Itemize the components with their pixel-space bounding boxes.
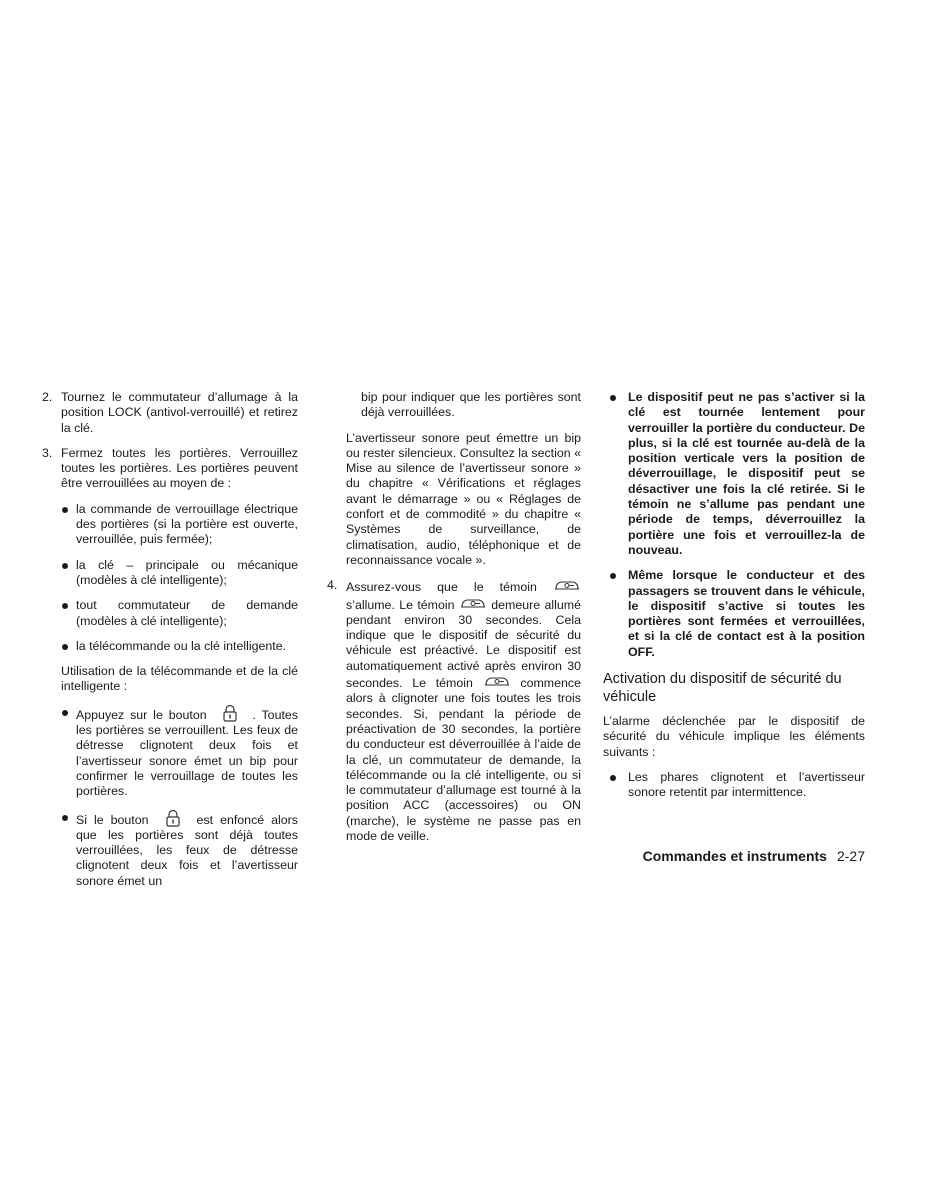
step-number: 4. xyxy=(327,578,338,593)
section-heading: Activation du dispositif de sécurité du véhicule xyxy=(603,671,842,706)
step-text: Tournez le commutateur d’allumage à la position LOCK (antivol-verrouillé) et retirez la clé. xyxy=(61,390,298,435)
remote-intro: Utilisation de la télécommande et de la clé intelligente : xyxy=(61,664,298,694)
if-text-b: est enfoncé alors que les portières sont déjà toutes verrouillées, les feux de détresse clignotent deux fois et l’avertisseur sonore émet un xyxy=(76,812,298,888)
list-item: Même lorsque le conducteur et des passagers se trouvent dans le véhicule, le dispositif s’active si toutes les portières sont fermées et verrouillées, et si la clé de contact est à la position OFF. xyxy=(603,568,865,660)
step-number: 2. xyxy=(42,390,53,404)
column-right xyxy=(603,390,865,811)
step4-text-d: commence alors à clignoter une fois toutes les trois secondes. Si, pendant la période de préactivation de 30 secondes, la portière du conducteur est déverrouillée à l’aide de la clé, un commutateur de demande, la télécommande ou la clé intelligente, ou si le commutateur d’allumage est tourné à la position ACC (accessoires) ou ON (marche), le système ne passe pas en mode de veille. xyxy=(346,676,581,844)
alarm-list xyxy=(603,770,865,801)
lock-button-icon xyxy=(215,705,245,722)
step-3 xyxy=(42,446,298,492)
page-footer xyxy=(643,848,865,864)
lock-button-icon xyxy=(158,810,188,827)
list-item: la clé – principale ou mécanique (modèles à clé intelligente); xyxy=(61,558,298,589)
warning-list xyxy=(603,390,865,660)
security-indicator-icon xyxy=(459,596,487,612)
step4-text-c: demeure allumé pendant environ 30 secondes. Cela indique que le dispositif de sécurité du véhicule est préactivé. Le dispositif est automatiquement activé après environ 30 secondes. Le témoin xyxy=(346,597,581,691)
step-number: 3. xyxy=(42,445,53,460)
step-text xyxy=(346,578,581,844)
press-text-b: . Toutes les portières se verrouillent. Les feux de détresse clignotent deux fois et l’avertisseur sonore émet un bip pour confirmer le verrouillage de toutes les portières. xyxy=(76,707,298,799)
column-middle xyxy=(327,390,581,854)
column-left xyxy=(42,390,298,899)
remote-steps-list xyxy=(61,705,298,889)
page-number: 2-27 xyxy=(836,848,865,864)
press-text-a: Appuyez sur le bouton xyxy=(76,707,207,722)
list-item xyxy=(61,705,298,800)
continued-text: bip pour indiquer que les portières sont déjà verrouillées. xyxy=(361,390,581,420)
security-indicator-icon xyxy=(553,578,581,594)
list-item xyxy=(61,810,298,889)
step-2 xyxy=(42,390,298,436)
list-item: la commande de verrouillage électrique des portières (si la portière est ouverte, verrouillée, puis fermée); xyxy=(61,502,298,548)
section-title: Commandes et instruments xyxy=(642,848,827,864)
step4-text-b: s’allume. Le témoin xyxy=(346,597,455,612)
step-4 xyxy=(327,578,581,844)
list-item: la télécommande ou la clé intelligente. xyxy=(61,639,298,654)
if-text-a: Si le bouton xyxy=(76,812,149,827)
list-item: Les phares clignotent et l’avertisseur sonore retentit par intermittence. xyxy=(603,770,865,801)
list-item: tout commutateur de demande (modèles à clé intelligente); xyxy=(61,598,298,629)
security-indicator-icon xyxy=(483,674,511,690)
step-text: Fermez toutes les portières. Verrouillez toutes les portières. Les portières peuvent être verrouillées au moyen de : xyxy=(61,445,298,491)
locking-means-list xyxy=(61,502,298,654)
alarm-intro: L’alarme déclenchée par le dispositif de sécurité du véhicule implique les éléments suivants : xyxy=(603,714,865,759)
list-item: Le dispositif peut ne pas s’activer si la clé est tournée lentement pour verrouiller la portière du conducteur. De plus, si la clé est tournée au-delà de la position verticale vers la position de déverrouillage, le dispositif peut se désactiver une fois la clé retirée. Si le témoin ne s’allume pas pendant une période de temps, déverrouillez la portière une fois et verrouillez-la de nouveau. xyxy=(603,390,865,558)
beep-note: L’avertisseur sonore peut émettre un bip ou rester silencieux. Consultez la section « Mise au silence de l’avertisseur sonore » du chapitre « Vérifications et réglages avant le démarrage » ou « Réglages de confort et de commodité » du chapitre « Systèmes de surveillance, de climatisation, audio, téléphonique et de reconnaissance vocale ». xyxy=(346,430,581,567)
step4-text-a: Assurez-vous que le témoin xyxy=(346,580,537,595)
